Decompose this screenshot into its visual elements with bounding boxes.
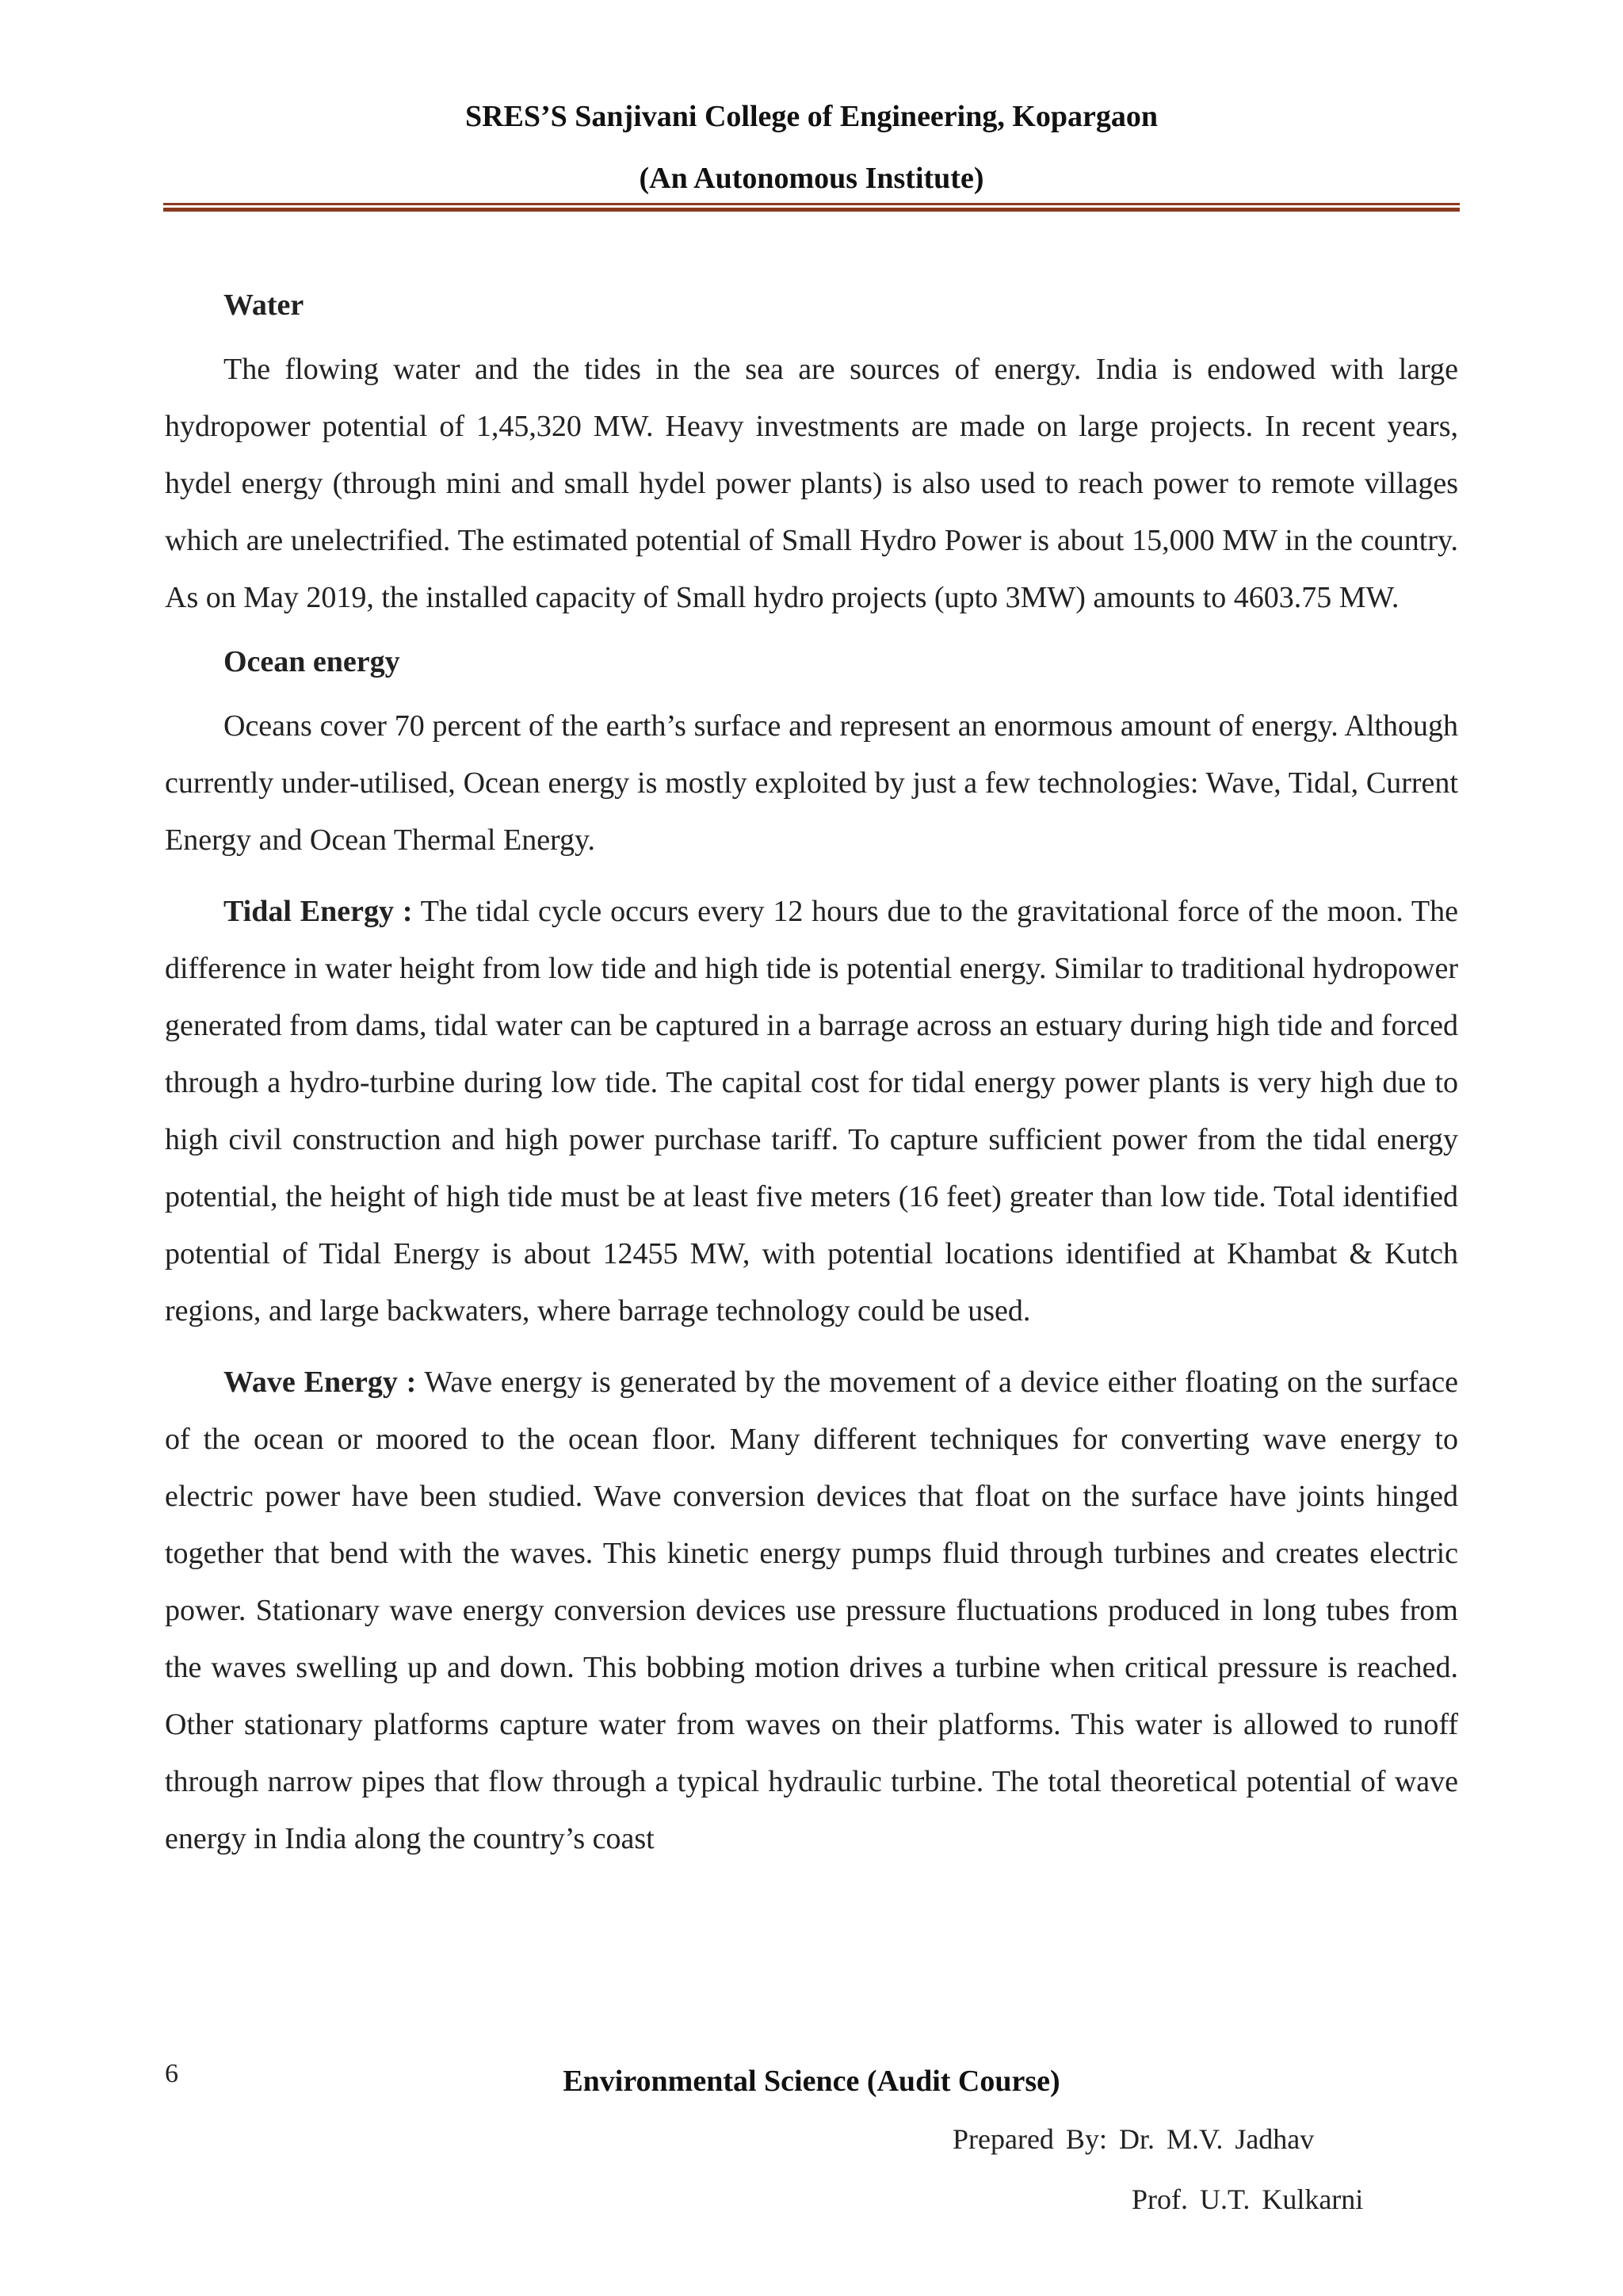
header-divider-thick — [163, 208, 1460, 212]
page-content — [165, 284, 1458, 1881]
institution-subtitle: (An Autonomous Institute) — [639, 162, 984, 195]
paragraph-water: The flowing water and the tides in the sea are sources of energy. India is endowed with large hydropower potential of 1,45,320 MW. Heavy investments are made on large projects. In recent years, hydel energy (through mini and small hydel power plants) is also used to reach power to remote villages which are unelectrified. The estimated potential of Small Hydro Power is about 15,000 MW in the country. As on May 2019, the installed capacity of Small hydro projects (upto 3MW) amounts to 4603.75 MW. — [165, 353, 1458, 614]
course-title: Environmental Science (Audit Course) — [563, 2065, 1060, 2098]
section-heading-ocean-energy: Ocean energy — [223, 645, 400, 678]
header-divider-thin — [163, 203, 1460, 205]
wave-energy-lead: Wave Energy : — [223, 1366, 417, 1399]
section-heading-water: Water — [223, 288, 304, 322]
prepared-by: Prepared By: Dr. M.V. Jadhav — [953, 2123, 1315, 2155]
tidal-energy-body: The tidal cycle occurs every 12 hours due to the gravitational force of the moon. The difference in water height from low tide and high tide is potential energy. Similar to traditional hydropower generated from dams, tidal water can be captured in a barrage across an estuary during high tide and forced through a hydro-turbine during low tide. The capital cost for tidal energy power plants is very high due to high civil construction and high power purchase tariff. To capture sufficient power from the tidal energy potential, the height of high tide must be at least five meters (16 feet) greater than low tide. Total identified potential of Tidal Energy is about 12455 MW, with potential locations identified at Khambat & Kutch regions, and large backwaters, where barrage technology could be used. — [165, 895, 1458, 1328]
page-number: 6 — [165, 2059, 178, 2088]
tidal-energy-lead: Tidal Energy : — [223, 895, 413, 928]
institution-name: SRES’S Sanjivani College of Engineering, Kopargaon — [464, 100, 1159, 133]
paragraph-tidal-energy — [165, 883, 1458, 1339]
paragraph-wave-energy — [165, 1354, 1458, 1867]
wave-energy-body: Wave energy is generated by the movement of a device either floating on the surface of the ocean or moored to the ocean floor. Many different techniques for converting wave energy to electric power have been studied. Wave conversion devices that float on the surface have joints hinged together that bend with the waves. This kinetic energy pumps fluid through turbines and creates electric power. Stationary wave energy conversion devices use pressure fluctuations produced in long tubes from the waves swelling up and down. This bobbing motion drives a turbine when critical pressure is reached. Other stationary platforms capture water from waves on their platforms. This water is allowed to runoff through narrow pipes that flow through a typical hydraulic turbine. The total theoretical potential of wave energy in India along the country’s coast — [165, 1366, 1458, 1855]
co-author: Prof. U.T. Kulkarni — [1132, 2183, 1364, 2215]
paragraph-ocean-energy: Oceans cover 70 percent of the earth’s surface and represent an enormous amount of energy. Although currently under-utilised, Ocean energy is mostly exploited by just a few technologies: Wave, Tidal, Current Energy and Ocean Thermal Energy. — [165, 709, 1458, 857]
